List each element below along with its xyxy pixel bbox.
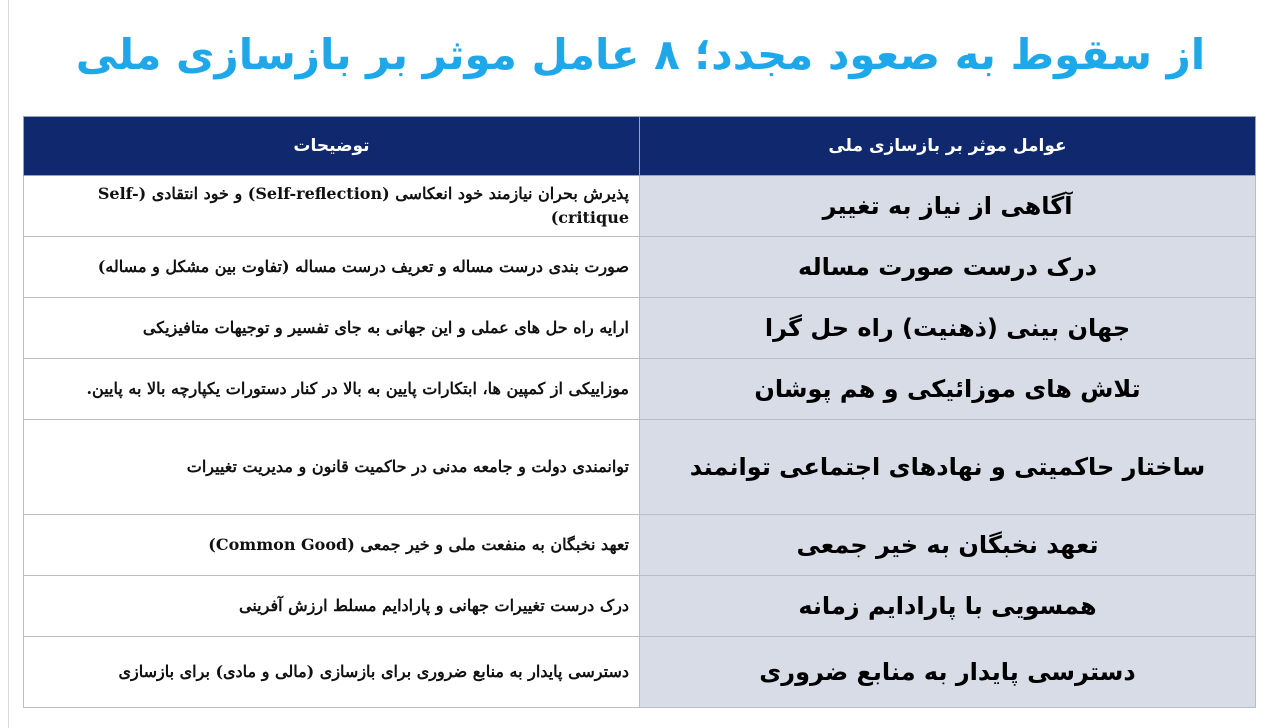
- table-row: [24, 515, 1256, 576]
- description-cell: درک درست تغییرات جهانی و پارادایم مسلط ارزش آفرینی: [24, 576, 640, 637]
- description-cell: تعهد نخبگان به منفعت ملی و خیر جمعی (Common Good): [24, 515, 640, 576]
- factors-table: [23, 116, 1256, 708]
- description-cell: دسترسی پایدار به منابع ضروری برای بازسازی (مالی و مادی) برای بازسازی: [24, 637, 640, 708]
- table-row: [24, 637, 1256, 708]
- factor-cell: تعهد نخبگان به خیر جمعی: [640, 515, 1256, 576]
- left-divider: [8, 0, 9, 728]
- description-cell: صورت بندی درست مساله و تعریف درست مساله (تفاوت بین مشکل و مساله): [24, 237, 640, 298]
- table-row: [24, 420, 1256, 515]
- factor-cell: دسترسی پایدار به منابع ضروری: [640, 637, 1256, 708]
- table-header-row: [24, 117, 1256, 176]
- description-cell: موزاییکی از کمپین ها، ابتکارات پایین به بالا در کنار دستورات یکپارچه بالا به پایین.: [24, 359, 640, 420]
- factor-cell: همسویی با پارادایم زمانه: [640, 576, 1256, 637]
- page-title: از سقوط به صعود مجدد؛ ۸ عامل موثر بر بازسازی ملی: [75, 30, 1206, 79]
- header-factor: عوامل موثر بر بازسازی ملی: [640, 117, 1256, 176]
- factor-cell: جهان بینی (ذهنیت) راه حل گرا: [640, 298, 1256, 359]
- table-row: [24, 176, 1256, 237]
- header-description: توضیحات: [24, 117, 640, 176]
- table-row: [24, 298, 1256, 359]
- factor-cell: آگاهی از نیاز به تغییر: [640, 176, 1256, 237]
- factor-cell: درک درست صورت مساله: [640, 237, 1256, 298]
- table-row: [24, 359, 1256, 420]
- table-row: [24, 576, 1256, 637]
- table-row: [24, 237, 1256, 298]
- factor-cell: تلاش های موزائیکی و هم پوشان: [640, 359, 1256, 420]
- description-cell: پذیرش بحران نیازمند خود انعکاسی (Self-reflection) و خود انتقادی (Self-critique): [24, 176, 640, 237]
- description-cell: ارایه راه حل های عملی و این جهانی به جای تفسیر و توجیهات متافیزیکی: [24, 298, 640, 359]
- description-cell: توانمندی دولت و جامعه مدنی در حاکمیت قانون و مدیریت تغییرات: [24, 420, 640, 515]
- factor-cell: ساختار حاکمیتی و نهادهای اجتماعی توانمند: [640, 420, 1256, 515]
